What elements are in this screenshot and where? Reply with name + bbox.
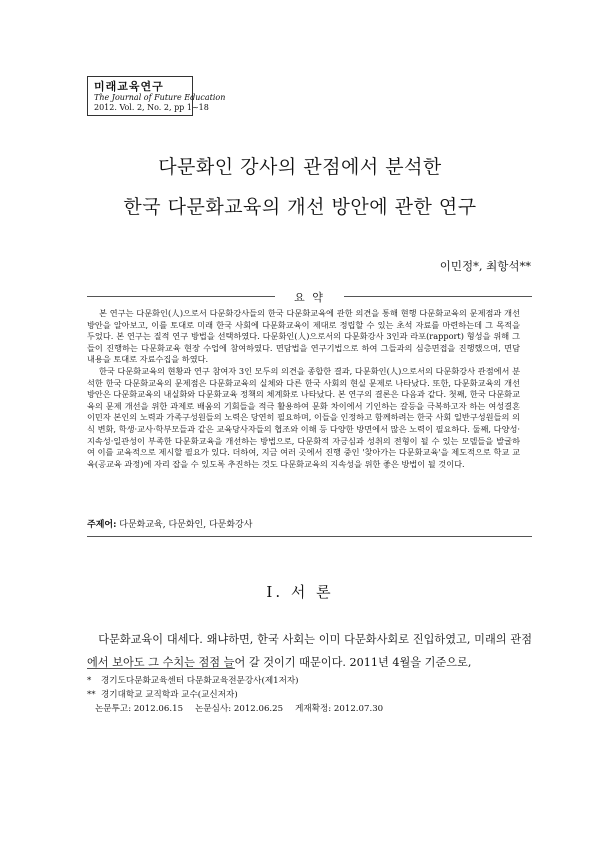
paper-title-line2: 한국 다문화교육의 개선 방안에 관한 연구 bbox=[123, 196, 477, 218]
footnote-2-mark: ** bbox=[87, 690, 96, 700]
abstract-label: 요 약 bbox=[294, 291, 325, 304]
section-heading: Ⅰ. 서 론 bbox=[266, 583, 334, 601]
keywords bbox=[87, 517, 252, 530]
footnote-2-text: 경기대학교 교직학과 교수(교신저자) bbox=[101, 690, 238, 700]
footnote-1-text: 경기도다문화교육센터 다문화교육전문강사(제1저자) bbox=[101, 676, 299, 686]
paper-dates bbox=[87, 702, 395, 716]
journal-volume: 2012. Vol. 2, No. 2, pp 1~18 bbox=[94, 103, 209, 112]
footnote-1 bbox=[87, 674, 395, 688]
date-reviewed: 논문심사: 2012.06.25 bbox=[195, 704, 284, 714]
body-paragraph: 다문화교육이 대세다. 왜냐하면, 한국 사회는 이미 다문화사회로 진입하였고, 미래의 관점에서 보아도 그 수치는 점점 늘어 갈 것이기 때문이다. 2011년 4월을 기준으로, bbox=[87, 633, 532, 669]
date-received: 논문투고: 2012.06.15 bbox=[95, 704, 184, 714]
footnote-1-mark: * bbox=[87, 676, 92, 686]
authors: 이민정*, 최항석** bbox=[439, 259, 531, 273]
footnote-rule bbox=[87, 668, 235, 669]
abstract-rule-left bbox=[87, 296, 275, 297]
footnote-2 bbox=[87, 688, 395, 702]
abstract-paragraph-1: 본 연구는 다문화인(人)으로서 다문화강사들의 한국 다문화교육에 관한 의견을 통해 현행 다문화교육의 문제점과 개선 방안을 알아보고, 이를 토대로 미래 한국 사회에 다문화교육이 제대로 정립할 수 있는 초석 자료를 마련하는데 그 목적을 두었다. 본 연구는 질적 연구 방법을 선택하였다. 다문화인(人)으로서의 다문화강사 3인과 라포(rapport) 형성을 위해 그들이 진행하는 다문화교육 현장 수업에 참여하였다. 면담법을 연구기법으로 하여 그들과의 심층면접을 진행했으며, 면담 내용을 토대로 자료수집을 하였다. bbox=[87, 308, 520, 365]
abstract-paragraph-2: 한국 다문화교육의 현황과 연구 참여자 3인 모두의 의견을 종합한 결과, 다문화인(人)으로서의 다문화강사 관점에서 분석한 한국 다문화교육의 문제점은 다문화교육의 실체와 다른 한국 사회의 현실 문제로 나타났다. 또한, 다문화교육의 개선 방안은 다문화교육의 내실화와 다문화교육 정책의 체계화로 나타났다. 본 연구의 결론은 다음과 같다. 첫째, 한국 다문화교육의 문제 개선을 위한 과제로 배움의 기회들을 적극 활용하여 문화 차이에서 기인하는 갈등을 극복하고자 하는 여성결혼이민자 본인의 노력과 가족구성원들의 노력은 당연히 필요하며, 이들을 인정하고 함께하려는 한국 사회 일반구성원들의 의식 변화, 학생·교사·학부모들과 같은 교육당사자들의 협조와 이해 등 다양한 방면에서 많은 노력이 필요하다. 둘째, 다양성·지속성·일관성이 부족한 다문화교육을 개선하는 방법으로, 다문화적 자긍심과 성취의 전형이 될 수 있는 모델들을 발굴하여 이를 교육적으로 제시할 필요가 있다. 더하여, 지금 여러 곳에서 진행 중인 '찾아가는 다문화교육'을 제도적으로 학교 교육(공교육 과정)에 자리 잡을 수 있도록 추진하는 것도 다문화교육의 지속성을 위한 좋은 방법이 될 것이다. bbox=[87, 365, 520, 469]
abstract-bottom-rule bbox=[87, 536, 532, 537]
journal-name-english: The Journal of Future Education bbox=[94, 93, 226, 102]
journal-name-korean: 미래교육연구 bbox=[94, 80, 164, 93]
abstract-rule-right bbox=[344, 296, 532, 297]
abstract-heading bbox=[87, 288, 532, 304]
date-accepted: 게재확정: 2012.07.30 bbox=[295, 704, 384, 714]
footnotes bbox=[87, 674, 395, 716]
paper-title-line1: 다문화인 강사의 관점에서 분석한 bbox=[158, 156, 442, 178]
keywords-label: 주제어: bbox=[87, 520, 117, 530]
journal-info-box bbox=[87, 76, 226, 116]
abstract-body bbox=[87, 308, 520, 470]
keywords-text: 다문화교육, 다문화인, 다문화강사 bbox=[119, 520, 253, 530]
